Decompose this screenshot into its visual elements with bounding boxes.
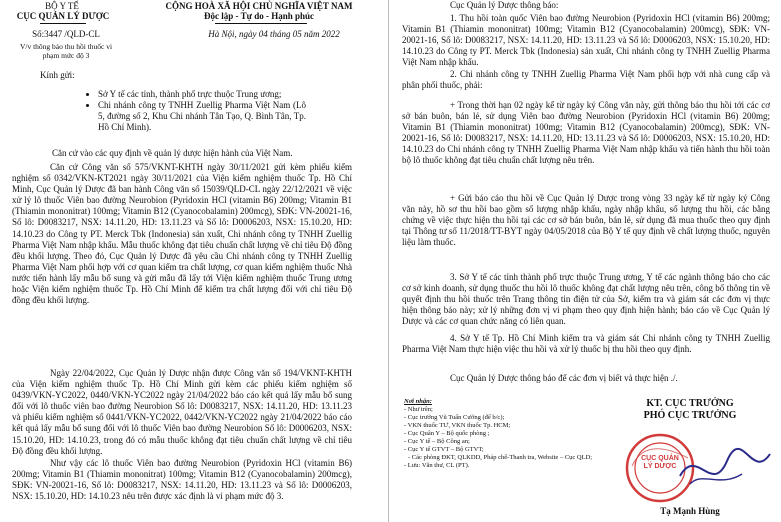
cc-item: - Cục Y tế – Bộ Công an; xyxy=(404,438,470,445)
ministry-name: BỘ Y TẾ xyxy=(45,1,79,11)
page-right xyxy=(390,0,781,522)
national-motto: Độc lập - Tự do - Hạnh phúc xyxy=(203,11,314,21)
signer-title-1: KT. CỤC TRƯỞNG xyxy=(646,398,734,409)
directive-4: 4. Sở Y tế Tp. Hồ Chí Minh kiểm tra và giám sát Chi nhánh công ty TNHH Zuellig Pharma Việt Nam thực hiện việc thu hồi và xử lý thuốc bị thu hồi theo quy định. xyxy=(402,333,770,355)
signer-title-2: PHÓ CỤC TRƯỞNG xyxy=(643,410,737,421)
directive-3: 3. Sở Y tế các tỉnh thành phố trực thuộc Trung ương, Y tế các ngành thông báo cho các cơ sở kinh doanh, sử dụng thuốc thu hồi lô thuốc không đạt chất lượng nêu trên, công bố thông tin về quyết định thu hồi thuốc trên Trang thông tin điện tử của Sở, kiểm tra và giám sát các đơn vị thực hiện thông báo này; xử lý những đơn vị vi phạm theo quy định hiện hành; báo cáo về Cục Quản lý Dược và các cơ quan chức năng có liên quan. xyxy=(402,272,770,327)
signature-underline xyxy=(690,474,742,484)
directive-2: 2. Chi nhánh công ty TNHH Zuellig Pharma Việt Nam phối hợp với nhà cung cấp và phân phối thuốc, phải: xyxy=(402,69,770,91)
paragraph-background: Căn cứ Công văn số 575/VKNT-KHTH ngày 30/11/2021 gửi kèm phiếu kiểm nghiệm số 0342/VKN-KT2021 ngày 30/11/2021 của Viện kiểm nghiệm thuốc Tp. Hồ Chí Minh, Cục Quản lý Dược đã ban hành Công văn số 15039/QLD-CL ngày 22/12/2021 về việc xử lý lô thuốc Viên bao đường Neurobion (Pyridoxin HCl (vitamin B6) 200mg; Vitamin B1 (Thiamin mononitrat) 100mg; Vitamin B12 (Cyanocobalamin) 200mcg), SĐK: VN-20021-16, Số lô: D0083217, NSX: 14.11.20, HD: 13.11.23 và Số lô: D0006203, NSX: 15.10.20, HD: 14.10.23 do Công ty PT. Merck Tbk (Indonesia) sản xuất, Chi nhánh công ty TNHH Zuellig Pharma Việt Nam nhập khẩu. Mẫu thuốc không đạt tiêu chuẩn chất lượng về chỉ tiêu Độ đồng đều khối lượng. Theo đó, Cục Quản lý Dược đã yêu cầu Chi nhánh công ty TNHH Zuellig Pharma Việt Nam phối hợp với cơ quan kiểm tra chất lượng, cơ quan kiểm nghiệm thuốc Nhà nước tiến hành lấy mẫu bổ sung và gửi mẫu đã lấy tới Viện kiểm nghiệm thuốc Trung ương hoặc Viện kiểm nghiệm thuốc Tp. Hồ Chí Minh để kiểm tra chất lượng đối với chỉ tiêu Độ đồng đều khối lượng. xyxy=(12,162,352,306)
paragraph-legal-basis: Căn cứ vào các quy định về quản lý dược hiện hành của Việt Nam. xyxy=(52,148,293,158)
cc-label: Nơi nhận: xyxy=(404,398,432,405)
directive-1: 1. Thu hồi toàn quốc Viên bao đường Neurobion (Pyridoxin HCl (vitamin B6) 200mg; Vitamin B1 (Thiamin mononitrat) 100mg; Vitamin B12 (Cyanocobalamin) 200mcg), SĐK: VN-20021-16, Số lô: D0083217, NSX: 14.11.20, HD: 13.11.23 và Số lô: D0006203, NSX: 15.10.20, HD: 14.10.23 do Công ty PT. Merck Tbk (Indonesia) sản xuất, Chi nhánh công ty TNHH Zuellig Pharma Việt Nam nhập khẩu. xyxy=(402,13,770,68)
cc-item: - Cục trưởng Vũ Tuấn Cường (để b/c); xyxy=(404,414,505,421)
recipients-list xyxy=(86,89,306,133)
paragraph-test-results: Ngày 22/04/2022, Cục Quản lý Dược nhận được Công văn số 194/VKNT-KHTH của Viện kiểm nghiệm thuốc Tp. Hồ Chí Minh gửi kèm các phiếu kiểm nghiệm số 0439/VKN-YC2022, 0440/VKN-YC2022 ngày 21/04/2022 báo cáo kết quả lấy mẫu bổ sung đối với lô thuốc viên bao đường Neurobion Số lô: D0083217, NSX: 14.11.20, HD: 13.11.23 và phiếu kiểm nghiệm số 0441/VKN-YC2022, 0442/VKN-YC2022 ngày 21/04/2022 báo cáo kết quả lấy mẫu bổ sung đối với lô thuốc Viên bao đường Neurobion Số lô: D0006203, NSX: 15.10.20, HD: 14.10.23, trong đó có mẫu thuốc không đạt tiêu chuẩn chất lượng về chỉ tiêu Độ đồng đều khối lượng. xyxy=(12,368,352,456)
recipients-label: Kính gửi: xyxy=(40,70,75,80)
cc-item: - Lưu: Văn thư, CL (PT). xyxy=(404,462,470,469)
header-rule-right xyxy=(215,23,307,24)
header-rule-left xyxy=(40,23,86,24)
directive-2-item-a: + Trong thời hạn 02 ngày kể từ ngày ký Công văn này, gửi thông báo thu hồi tới các cơ sở bán buôn, bán lẻ, sử dụng Viên bao đường Neurobion (Pyridoxin HCl (vitamin B6) 200mg; Vitamin B1 (Thiamin mononitrat) 100mg; Vitamin B12 (Cyanocobalamin) 200mcg), SĐK: VN-20021-16, Số lô: D0083217, NSX: 14.11.20, HD: 13.11.23 và Số lô: D0006203, NSX: 15.10.20, HD: 14.10.23 do Chi nhánh công ty TNHH Zuellig Pharma Việt Nam nhập khẩu và tiến hành thu hồi toàn bộ lô thuốc không đạt tiêu chuẩn chất lượng nêu trên. xyxy=(402,100,770,166)
recipient-item: • Sở Y tế các tỉnh, thành phố trực thuộc Trung ương; xyxy=(98,89,306,100)
cc-item: - Các phòng ĐKT, QLKDD, Pháp chế-Thanh tra, Website – Cục QLD; xyxy=(408,454,593,461)
agency-name: CỤC QUẢN LÝ DƯỢC xyxy=(16,11,110,21)
cc-item: - Cục Y tế GTVT – Bộ GTVT; xyxy=(404,446,484,453)
official-stamp-and-signature xyxy=(602,426,781,506)
republic-name: CỘNG HOÀ XÃ HỘI CHỦ NGHĨA VIỆT NAM xyxy=(165,1,353,11)
stamp-text: CỤC QUẢN LÝ DƯỢC xyxy=(641,455,679,470)
notice-intro: Cục Quản lý Dược thông báo: xyxy=(450,0,559,10)
recipient-item: • Chi nhánh công ty TNHH Zuellig Pharma Việt Nam (Lô 5, đường số 2, Khu Chi nhánh Tân Tạo, Q. Bình Tân, Tp. Hồ Chí Minh). xyxy=(98,100,306,133)
issue-date: Hà Nội, ngày 04 tháng 05 năm 2022 xyxy=(208,29,340,39)
cc-item: - Như trên; xyxy=(404,406,433,413)
directive-2-item-b: + Gửi báo cáo thu hồi về Cục Quản lý Dược trong vòng 33 ngày kể từ ngày ký Công văn này, hồ sơ thu hồi bao gồm số lượng nhập khẩu, ngày nhập khẩu, số lượng thu hồi, các bằng chứng về việc thực hiện thu hồi tại các cơ sở bán buôn, bán lẻ, sử dụng đã mua thuốc theo quy định tại Thông tư số 11/2018/TT-BYT ngày 04/05/2018 của Bộ Y tế quy định về chất lượng thuốc, nguyên liệu làm thuốc. xyxy=(402,193,770,248)
cc-item: - Cục Quân Y – Bộ quốc phòng ; xyxy=(404,430,490,437)
paragraph-conclusion: Như vậy các lô thuốc Viên bao đường Neurobion (Pyridoxin HCl (vitamin B6) 200mg; Vitamin B1 (Thiamin mononitrat) 100mg; Vitamin B12 (Cyanocobalamin) 200mcg), SĐK: VN-20021-16, Số lô: D0083217, NSX: 14.11.20, HD: 13.11.23 và Số lô: D0006203, NSX: 15.10.20, HD: 14.10.23 nêu trên được xác định là vi phạm mức độ 3. xyxy=(12,458,352,502)
cc-item: - VKN thuốc TƯ, VKN thuốc Tp. HCM; xyxy=(404,422,511,429)
closing-line: Cục Quản lý Dược thông báo để các đơn vị biết và thực hiện ./. xyxy=(450,373,678,383)
document-number: Số:3447 /QLD-CL xyxy=(32,29,100,39)
document-subject: V/v thông báo thu hồi thuốc vi phạm mức độ 3 xyxy=(19,42,113,60)
signer-name: Tạ Mạnh Hùng xyxy=(660,506,720,516)
page-left xyxy=(0,0,389,522)
cc-list xyxy=(404,398,594,470)
